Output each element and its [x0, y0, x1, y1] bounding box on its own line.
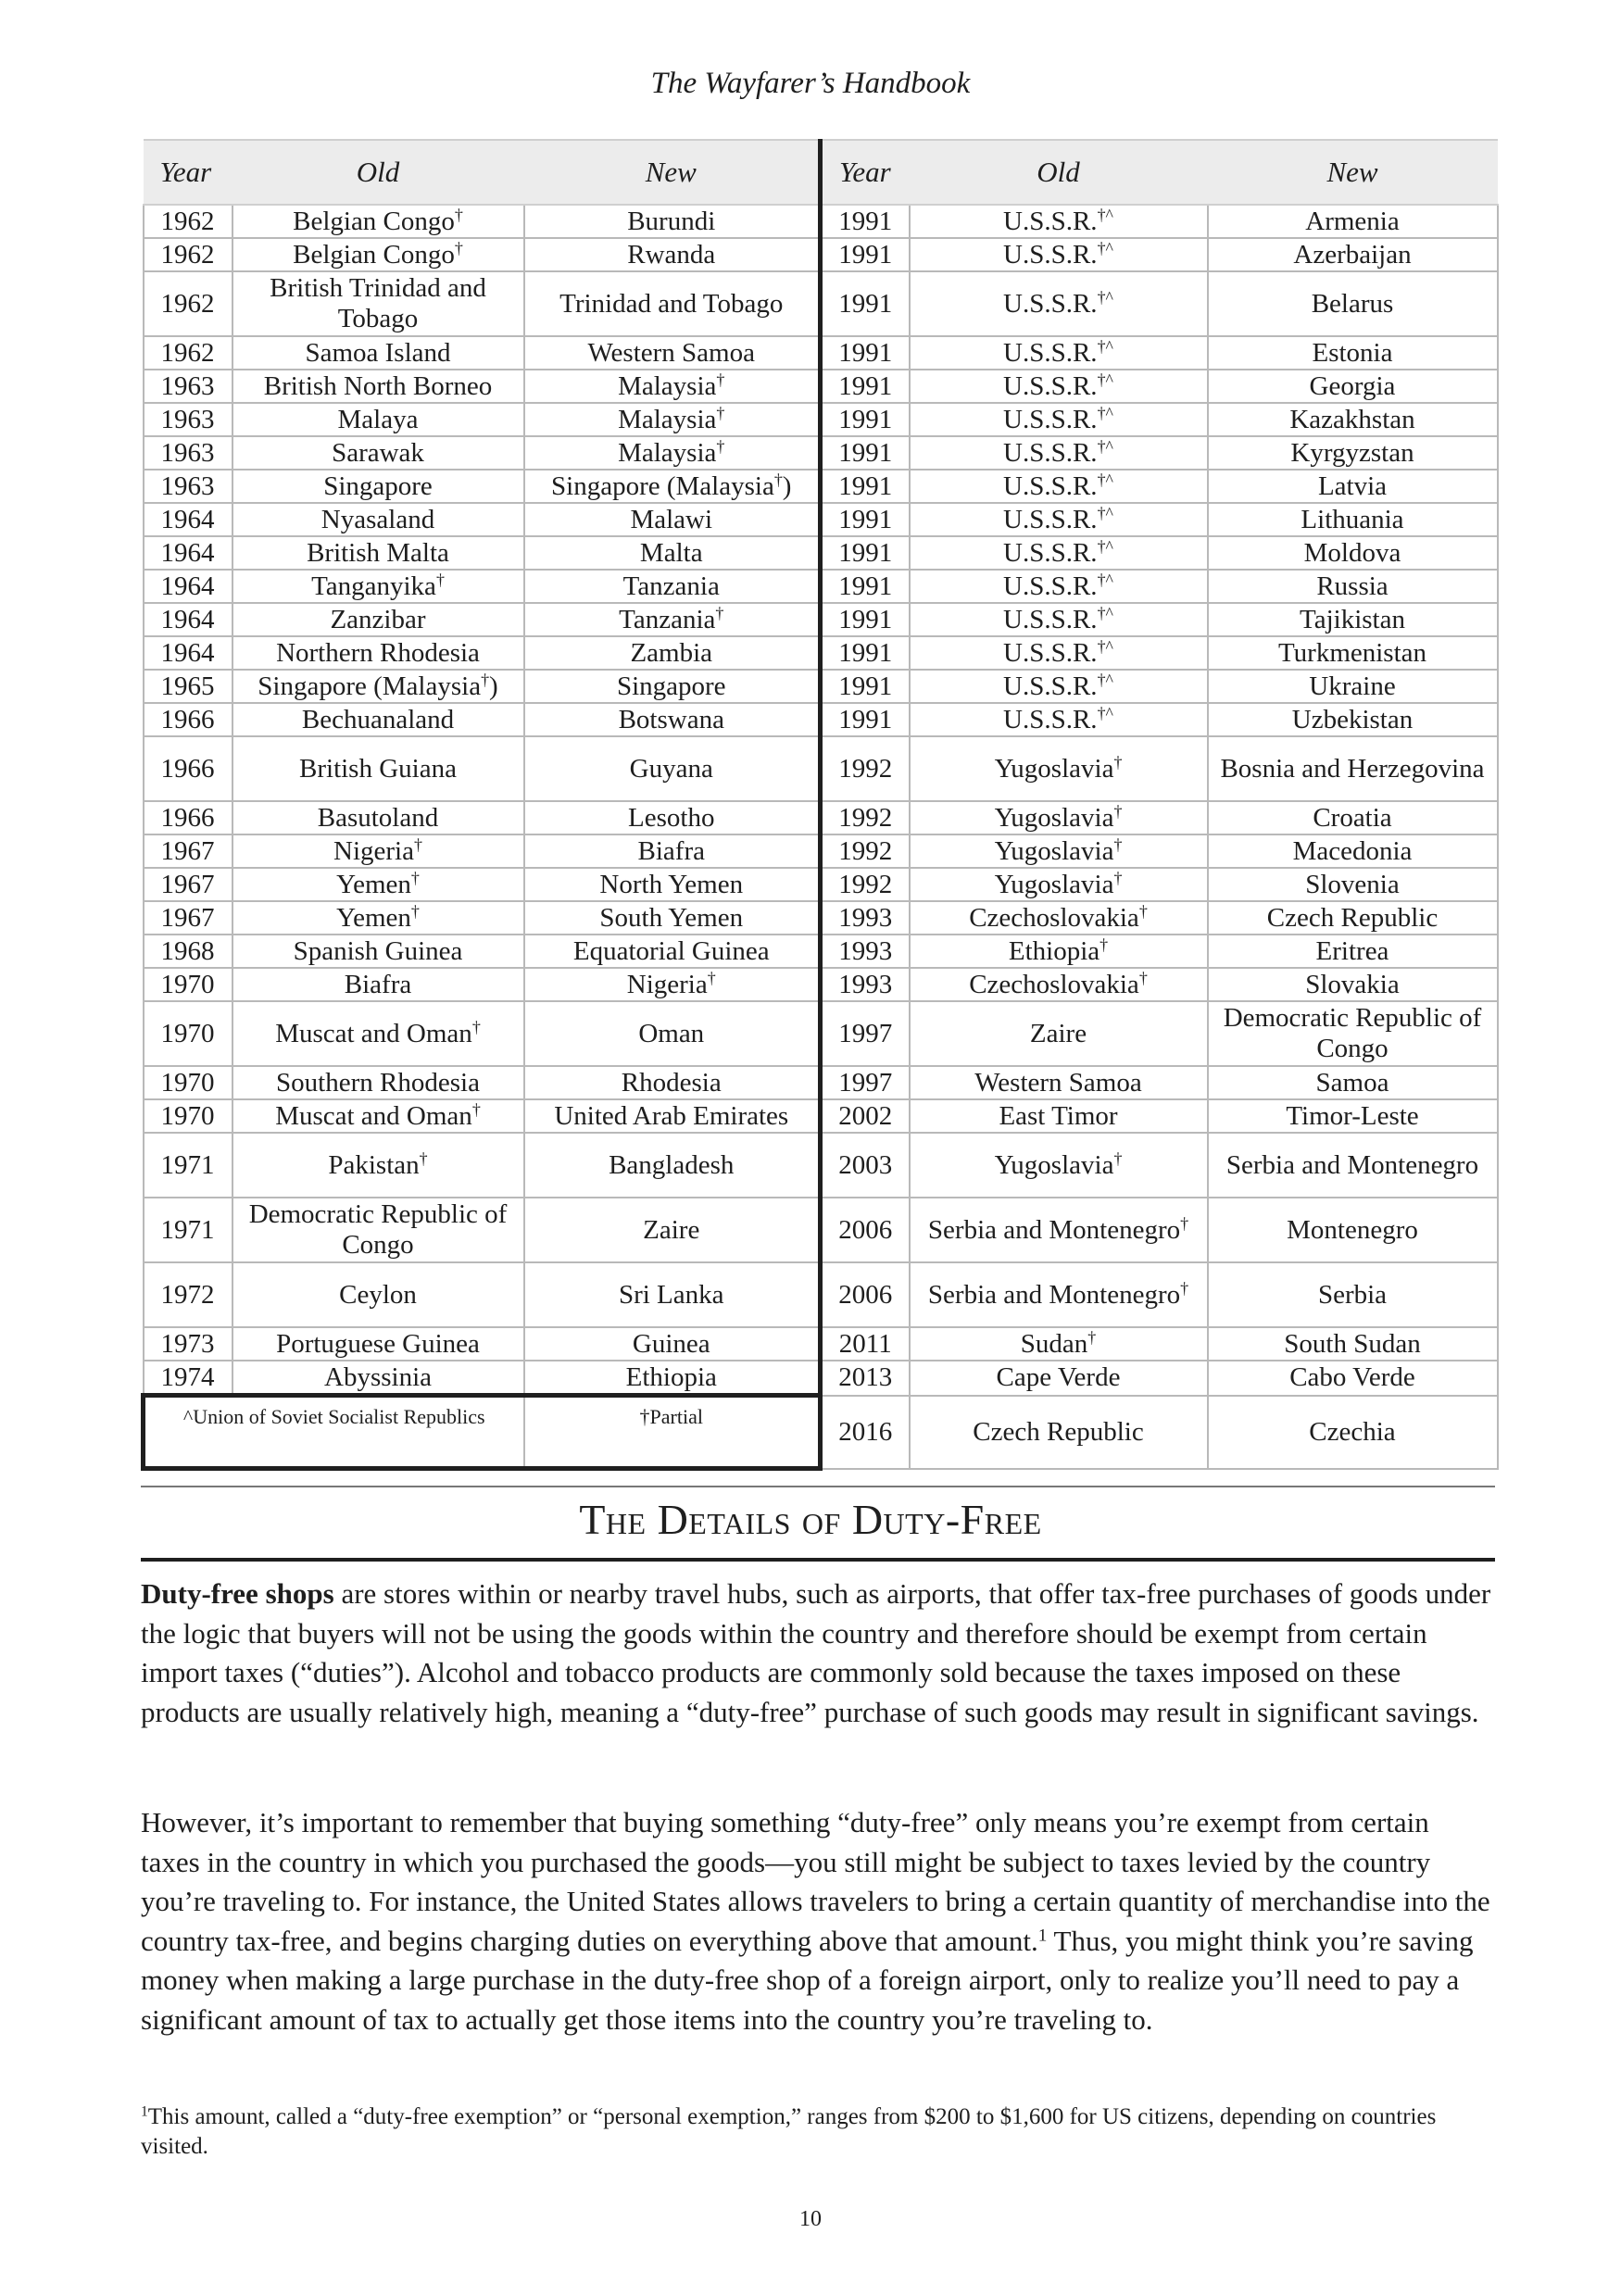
cell-new-name-left: Western Samoa — [524, 336, 821, 370]
paragraph-2-text-a: However, it’s important to remember that buying something “duty-free” only means you’re exempt from certain taxes in the country in which you purchased the goods—you still might be subject to taxes levied by the country you’re traveling to. For instance, the United States allows travelers to bring a certain quantity of merchandise into the country tax-free, and begins charging duties on everything above that amount. — [141, 1806, 1490, 1957]
cell-old-name-left: Pakistan† — [232, 1133, 524, 1198]
table-row — [144, 1361, 1498, 1396]
table-row — [144, 271, 1498, 336]
paragraph-2 — [141, 1803, 1495, 2039]
cell-year-left: 1964 — [144, 636, 232, 670]
cell-new-name-left: Malaysia† — [524, 436, 821, 470]
table-row — [144, 636, 1498, 670]
cell-new-name-left: Equatorial Guinea — [524, 935, 821, 968]
header-old-left: Old — [232, 140, 524, 205]
cell-old-name-right: East Timor — [910, 1099, 1208, 1133]
cell-old-name-right: Cape Verde — [910, 1361, 1208, 1396]
cell-new-name-left: Malta — [524, 536, 821, 570]
cell-new-name-right: Croatia — [1208, 801, 1498, 834]
cell-old-name-right: Czechoslovakia† — [910, 968, 1208, 1001]
cell-old-name-right: U.S.S.R.†^ — [910, 271, 1208, 336]
cell-new-name-right: Cabo Verde — [1208, 1361, 1498, 1396]
cell-new-name-right: Bosnia and Herzegovina — [1208, 736, 1498, 801]
table-row — [144, 536, 1498, 570]
cell-year-right: 1997 — [821, 1066, 910, 1099]
cell-old-name-left: Singapore — [232, 470, 524, 503]
cell-old-name-right: U.S.S.R.†^ — [910, 670, 1208, 703]
cell-old-name-left: Southern Rhodesia — [232, 1066, 524, 1099]
cell-year-left: 1966 — [144, 801, 232, 834]
cell-new-name-right: Eritrea — [1208, 935, 1498, 968]
cell-new-name-left: Malaysia† — [524, 403, 821, 436]
page-number: 10 — [799, 2207, 822, 2231]
paragraph-2-text-b: Thus, you might think you’re saving money when making a large purchase in the duty-free shop of a foreign airport, only to realize you’ll need to pay a significant amount of tax to actually get those items into the country you’re traveling to. — [141, 1924, 1474, 2036]
section-rule-top — [141, 1486, 1495, 1487]
cell-year-right: 1991 — [821, 470, 910, 503]
paragraph-1-text: are stores within or nearby travel hubs, such as airports, that offer tax-free purchases of goods under the logic that buyers will not be using the goods within the country and therefore should be exempt from certain import taxes (“duties”). Alcohol and tobacco products are commonly sold because the taxes imposed on these products are usually relatively high, meaning a “duty-free” purchase of such goods may result in significant savings. — [141, 1577, 1491, 1728]
cell-new-name-left: Malawi — [524, 503, 821, 536]
cell-old-name-right: U.S.S.R.†^ — [910, 570, 1208, 603]
cell-old-name-left: Bechuanaland — [232, 703, 524, 736]
cell-year-left: 1964 — [144, 570, 232, 603]
cell-old-name-left: Abyssinia — [232, 1361, 524, 1396]
name-changes-table-wrapper — [141, 139, 1495, 1471]
cell-year-right: 1997 — [821, 1001, 910, 1066]
cell-year-left: 1963 — [144, 470, 232, 503]
cell-old-name-left: Zanzibar — [232, 603, 524, 636]
cell-year-left: 1970 — [144, 1001, 232, 1066]
table-row — [144, 736, 1498, 801]
cell-year-left: 1964 — [144, 603, 232, 636]
cell-year-right: 2003 — [821, 1133, 910, 1198]
cell-new-name-left: Ethiopia — [524, 1361, 821, 1396]
cell-old-name-right: U.S.S.R.†^ — [910, 436, 1208, 470]
cell-new-name-left: Rhodesia — [524, 1066, 821, 1099]
table-row — [144, 205, 1498, 238]
cell-year-right: 1991 — [821, 238, 910, 271]
cell-old-name-left: Samoa Island — [232, 336, 524, 370]
table-row — [144, 1001, 1498, 1066]
cell-new-name-right: Lithuania — [1208, 503, 1498, 536]
cell-old-name-right: U.S.S.R.†^ — [910, 536, 1208, 570]
cell-new-name-left: United Arab Emirates — [524, 1099, 821, 1133]
cell-old-name-right: Serbia and Montenegro† — [910, 1262, 1208, 1327]
table-row — [144, 336, 1498, 370]
cell-old-name-left: Belgian Congo† — [232, 238, 524, 271]
cell-old-name-left: Yemen† — [232, 868, 524, 901]
cell-old-name-left: British Malta — [232, 536, 524, 570]
cell-year-left: 1970 — [144, 968, 232, 1001]
table-row — [144, 801, 1498, 834]
cell-new-name-left: Botswana — [524, 703, 821, 736]
cell-year-left: 1973 — [144, 1327, 232, 1361]
cell-year-left: 1974 — [144, 1361, 232, 1396]
paragraph-1 — [141, 1575, 1495, 1732]
legend-row-year: 2016 — [821, 1396, 910, 1469]
cell-new-name-left: Lesotho — [524, 801, 821, 834]
footnote-mark: 1 — [141, 2103, 148, 2120]
table-row — [144, 834, 1498, 868]
cell-new-name-right: Latvia — [1208, 470, 1498, 503]
cell-new-name-left: Trinidad and Tobago — [524, 271, 821, 336]
cell-new-name-right: Moldova — [1208, 536, 1498, 570]
cell-new-name-left: Tanzania† — [524, 603, 821, 636]
cell-year-right: 1992 — [821, 868, 910, 901]
cell-year-right: 1993 — [821, 901, 910, 935]
table-row — [144, 1198, 1498, 1262]
cell-old-name-left: Nyasaland — [232, 503, 524, 536]
table-row — [144, 670, 1498, 703]
cell-old-name-right: Sudan† — [910, 1327, 1208, 1361]
cell-year-left: 1962 — [144, 336, 232, 370]
cell-new-name-left: Singapore — [524, 670, 821, 703]
cell-year-right: 1993 — [821, 968, 910, 1001]
cell-year-right: 1992 — [821, 801, 910, 834]
paragraph-1-lead: Duty-free shops — [141, 1577, 334, 1610]
cell-old-name-right: U.S.S.R.†^ — [910, 470, 1208, 503]
cell-old-name-right: U.S.S.R.†^ — [910, 336, 1208, 370]
cell-year-left: 1967 — [144, 901, 232, 935]
cell-year-left: 1963 — [144, 370, 232, 403]
table-row — [144, 503, 1498, 536]
table-row — [144, 1099, 1498, 1133]
cell-year-right: 1991 — [821, 403, 910, 436]
table-row — [144, 703, 1498, 736]
cell-old-name-left: Muscat and Oman† — [232, 1099, 524, 1133]
cell-year-right: 1991 — [821, 703, 910, 736]
cell-new-name-left: Sri Lanka — [524, 1262, 821, 1327]
legend-row-old-name: Czech Republic — [910, 1396, 1208, 1469]
cell-old-name-left: Muscat and Oman† — [232, 1001, 524, 1066]
cell-new-name-right: Slovenia — [1208, 868, 1498, 901]
cell-year-right: 2002 — [821, 1099, 910, 1133]
cell-new-name-right: Turkmenistan — [1208, 636, 1498, 670]
cell-year-left: 1971 — [144, 1133, 232, 1198]
cell-old-name-right: U.S.S.R.†^ — [910, 238, 1208, 271]
cell-old-name-left: Democratic Republic of Congo — [232, 1198, 524, 1262]
cell-year-left: 1962 — [144, 238, 232, 271]
cell-new-name-right: Uzbekistan — [1208, 703, 1498, 736]
cell-year-left: 1970 — [144, 1099, 232, 1133]
cell-year-right: 1992 — [821, 736, 910, 801]
cell-year-right: 1993 — [821, 935, 910, 968]
cell-year-right: 1991 — [821, 503, 910, 536]
cell-old-name-right: Yugoslavia† — [910, 834, 1208, 868]
table-row — [144, 470, 1498, 503]
cell-old-name-left: Sarawak — [232, 436, 524, 470]
cell-old-name-left: Tanganyika† — [232, 570, 524, 603]
cell-year-left: 1963 — [144, 436, 232, 470]
table-row — [144, 238, 1498, 271]
cell-new-name-right: Montenegro — [1208, 1198, 1498, 1262]
cell-year-left: 1965 — [144, 670, 232, 703]
cell-old-name-right: Yugoslavia† — [910, 868, 1208, 901]
cell-old-name-right: Western Samoa — [910, 1066, 1208, 1099]
cell-year-left: 1967 — [144, 868, 232, 901]
cell-new-name-left: South Yemen — [524, 901, 821, 935]
cell-old-name-left: British North Borneo — [232, 370, 524, 403]
cell-year-right: 1991 — [821, 570, 910, 603]
table-header-row — [144, 140, 1498, 205]
cell-year-right: 1991 — [821, 336, 910, 370]
cell-year-right: 1991 — [821, 670, 910, 703]
cell-new-name-left: Burundi — [524, 205, 821, 238]
cell-old-name-right: U.S.S.R.†^ — [910, 370, 1208, 403]
table-row — [144, 1133, 1498, 1198]
cell-old-name-left: Biafra — [232, 968, 524, 1001]
cell-old-name-left: British Guiana — [232, 736, 524, 801]
table-row — [144, 901, 1498, 935]
table-row — [144, 1262, 1498, 1327]
cell-old-name-right: Yugoslavia† — [910, 801, 1208, 834]
cell-old-name-left: Spanish Guinea — [232, 935, 524, 968]
cell-old-name-right: Yugoslavia† — [910, 1133, 1208, 1198]
cell-new-name-right: Czech Republic — [1208, 901, 1498, 935]
footnote-text: This amount, called a “duty-free exemption” or “personal exemption,” ranges from $200 to $1,600 for US citizens, depending on countries visited. — [141, 2104, 1437, 2159]
country-name-changes-table — [141, 139, 1499, 1471]
cell-old-name-left: Basutoland — [232, 801, 524, 834]
cell-new-name-right: Tajikistan — [1208, 603, 1498, 636]
header-new-left: New — [524, 140, 821, 205]
table-row — [144, 868, 1498, 901]
table-row — [144, 968, 1498, 1001]
cell-new-name-right: Slovakia — [1208, 968, 1498, 1001]
running-head-title: The Wayfarer’s Handbook — [650, 67, 971, 100]
cell-new-name-left: Guyana — [524, 736, 821, 801]
table-row — [144, 370, 1498, 403]
header-old-right: Old — [910, 140, 1208, 205]
cell-year-left: 1962 — [144, 205, 232, 238]
cell-year-right: 1991 — [821, 205, 910, 238]
header-year-left: Year — [144, 140, 232, 205]
cell-new-name-left: Zambia — [524, 636, 821, 670]
cell-new-name-right: Georgia — [1208, 370, 1498, 403]
cell-new-name-left: Zaire — [524, 1198, 821, 1262]
cell-new-name-left: Rwanda — [524, 238, 821, 271]
table-body — [144, 205, 1498, 1469]
cell-year-left: 1972 — [144, 1262, 232, 1327]
cell-new-name-right: Russia — [1208, 570, 1498, 603]
cell-new-name-right: Democratic Republic of Congo — [1208, 1001, 1498, 1066]
partial-footnote-cell: †Partial — [524, 1396, 821, 1469]
cell-year-left: 1966 — [144, 703, 232, 736]
header-year-right: Year — [821, 140, 910, 205]
table-row — [144, 1066, 1498, 1099]
cell-old-name-right: U.S.S.R.†^ — [910, 403, 1208, 436]
cell-old-name-left: Yemen† — [232, 901, 524, 935]
cell-year-left: 1971 — [144, 1198, 232, 1262]
legend-row — [144, 1396, 1498, 1469]
cell-year-left: 1964 — [144, 503, 232, 536]
cell-old-name-left: Nigeria† — [232, 834, 524, 868]
cell-old-name-right: Czechoslovakia† — [910, 901, 1208, 935]
cell-new-name-right: Samoa — [1208, 1066, 1498, 1099]
cell-year-right: 1991 — [821, 370, 910, 403]
cell-new-name-right: Macedonia — [1208, 834, 1498, 868]
cell-year-right: 2011 — [821, 1327, 910, 1361]
cell-new-name-right: Serbia — [1208, 1262, 1498, 1327]
cell-new-name-left: Guinea — [524, 1327, 821, 1361]
table-row — [144, 436, 1498, 470]
cell-new-name-left: Oman — [524, 1001, 821, 1066]
cell-year-right: 1991 — [821, 271, 910, 336]
table-row — [144, 935, 1498, 968]
cell-new-name-right: Azerbaijan — [1208, 238, 1498, 271]
cell-old-name-right: U.S.S.R.†^ — [910, 636, 1208, 670]
cell-new-name-right: Kyrgyzstan — [1208, 436, 1498, 470]
cell-new-name-left: Tanzania — [524, 570, 821, 603]
cell-new-name-right: Serbia and Montenegro — [1208, 1133, 1498, 1198]
cell-old-name-right: Zaire — [910, 1001, 1208, 1066]
cell-old-name-right: Serbia and Montenegro† — [910, 1198, 1208, 1262]
cell-new-name-left: Nigeria† — [524, 968, 821, 1001]
cell-new-name-left: Singapore (Malaysia†) — [524, 470, 821, 503]
cell-year-right: 2013 — [821, 1361, 910, 1396]
cell-old-name-right: U.S.S.R.†^ — [910, 205, 1208, 238]
cell-year-left: 1967 — [144, 834, 232, 868]
cell-year-right: 1992 — [821, 834, 910, 868]
cell-new-name-left: Bangladesh — [524, 1133, 821, 1198]
cell-year-left: 1970 — [144, 1066, 232, 1099]
cell-new-name-right: Kazakhstan — [1208, 403, 1498, 436]
cell-year-right: 2006 — [821, 1198, 910, 1262]
cell-old-name-right: Ethiopia† — [910, 935, 1208, 968]
table-row — [144, 1327, 1498, 1361]
cell-old-name-left: British Trinidad and Tobago — [232, 271, 524, 336]
table-row — [144, 403, 1498, 436]
table-row — [144, 603, 1498, 636]
cell-new-name-right: Armenia — [1208, 205, 1498, 238]
cell-old-name-right: Yugoslavia† — [910, 736, 1208, 801]
header-new-right: New — [1208, 140, 1498, 205]
cell-year-right: 1991 — [821, 603, 910, 636]
cell-old-name-left: Belgian Congo† — [232, 205, 524, 238]
cell-new-name-right: Belarus — [1208, 271, 1498, 336]
cell-year-left: 1968 — [144, 935, 232, 968]
cell-year-left: 1964 — [144, 536, 232, 570]
cell-new-name-right: Estonia — [1208, 336, 1498, 370]
section-title: The Details of Duty-Free — [579, 1496, 1042, 1543]
cell-year-right: 1991 — [821, 636, 910, 670]
cell-new-name-left: Malaysia† — [524, 370, 821, 403]
cell-year-right: 1991 — [821, 536, 910, 570]
table-row — [144, 570, 1498, 603]
cell-new-name-right: South Sudan — [1208, 1327, 1498, 1361]
cell-year-right: 1991 — [821, 436, 910, 470]
cell-old-name-right: U.S.S.R.†^ — [910, 703, 1208, 736]
cell-year-right: 2006 — [821, 1262, 910, 1327]
cell-old-name-right: U.S.S.R.†^ — [910, 603, 1208, 636]
legend-row-new-name: Czechia — [1208, 1396, 1498, 1469]
cell-year-left: 1963 — [144, 403, 232, 436]
footnote-reference: 1 — [1037, 1925, 1048, 1945]
cell-old-name-left: Singapore (Malaysia†) — [232, 670, 524, 703]
cell-old-name-left: Northern Rhodesia — [232, 636, 524, 670]
cell-old-name-left: Ceylon — [232, 1262, 524, 1327]
cell-year-left: 1966 — [144, 736, 232, 801]
cell-new-name-right: Ukraine — [1208, 670, 1498, 703]
cell-old-name-left: Malaya — [232, 403, 524, 436]
cell-old-name-left: Portuguese Guinea — [232, 1327, 524, 1361]
ussr-footnote-cell: ^Union of Soviet Socialist Republics — [144, 1396, 524, 1469]
cell-old-name-right: U.S.S.R.†^ — [910, 503, 1208, 536]
cell-new-name-left: Biafra — [524, 834, 821, 868]
footnote — [141, 2102, 1495, 2162]
section-rule-bottom — [141, 1558, 1495, 1562]
cell-new-name-left: North Yemen — [524, 868, 821, 901]
cell-year-left: 1962 — [144, 271, 232, 336]
cell-new-name-right: Timor-Leste — [1208, 1099, 1498, 1133]
